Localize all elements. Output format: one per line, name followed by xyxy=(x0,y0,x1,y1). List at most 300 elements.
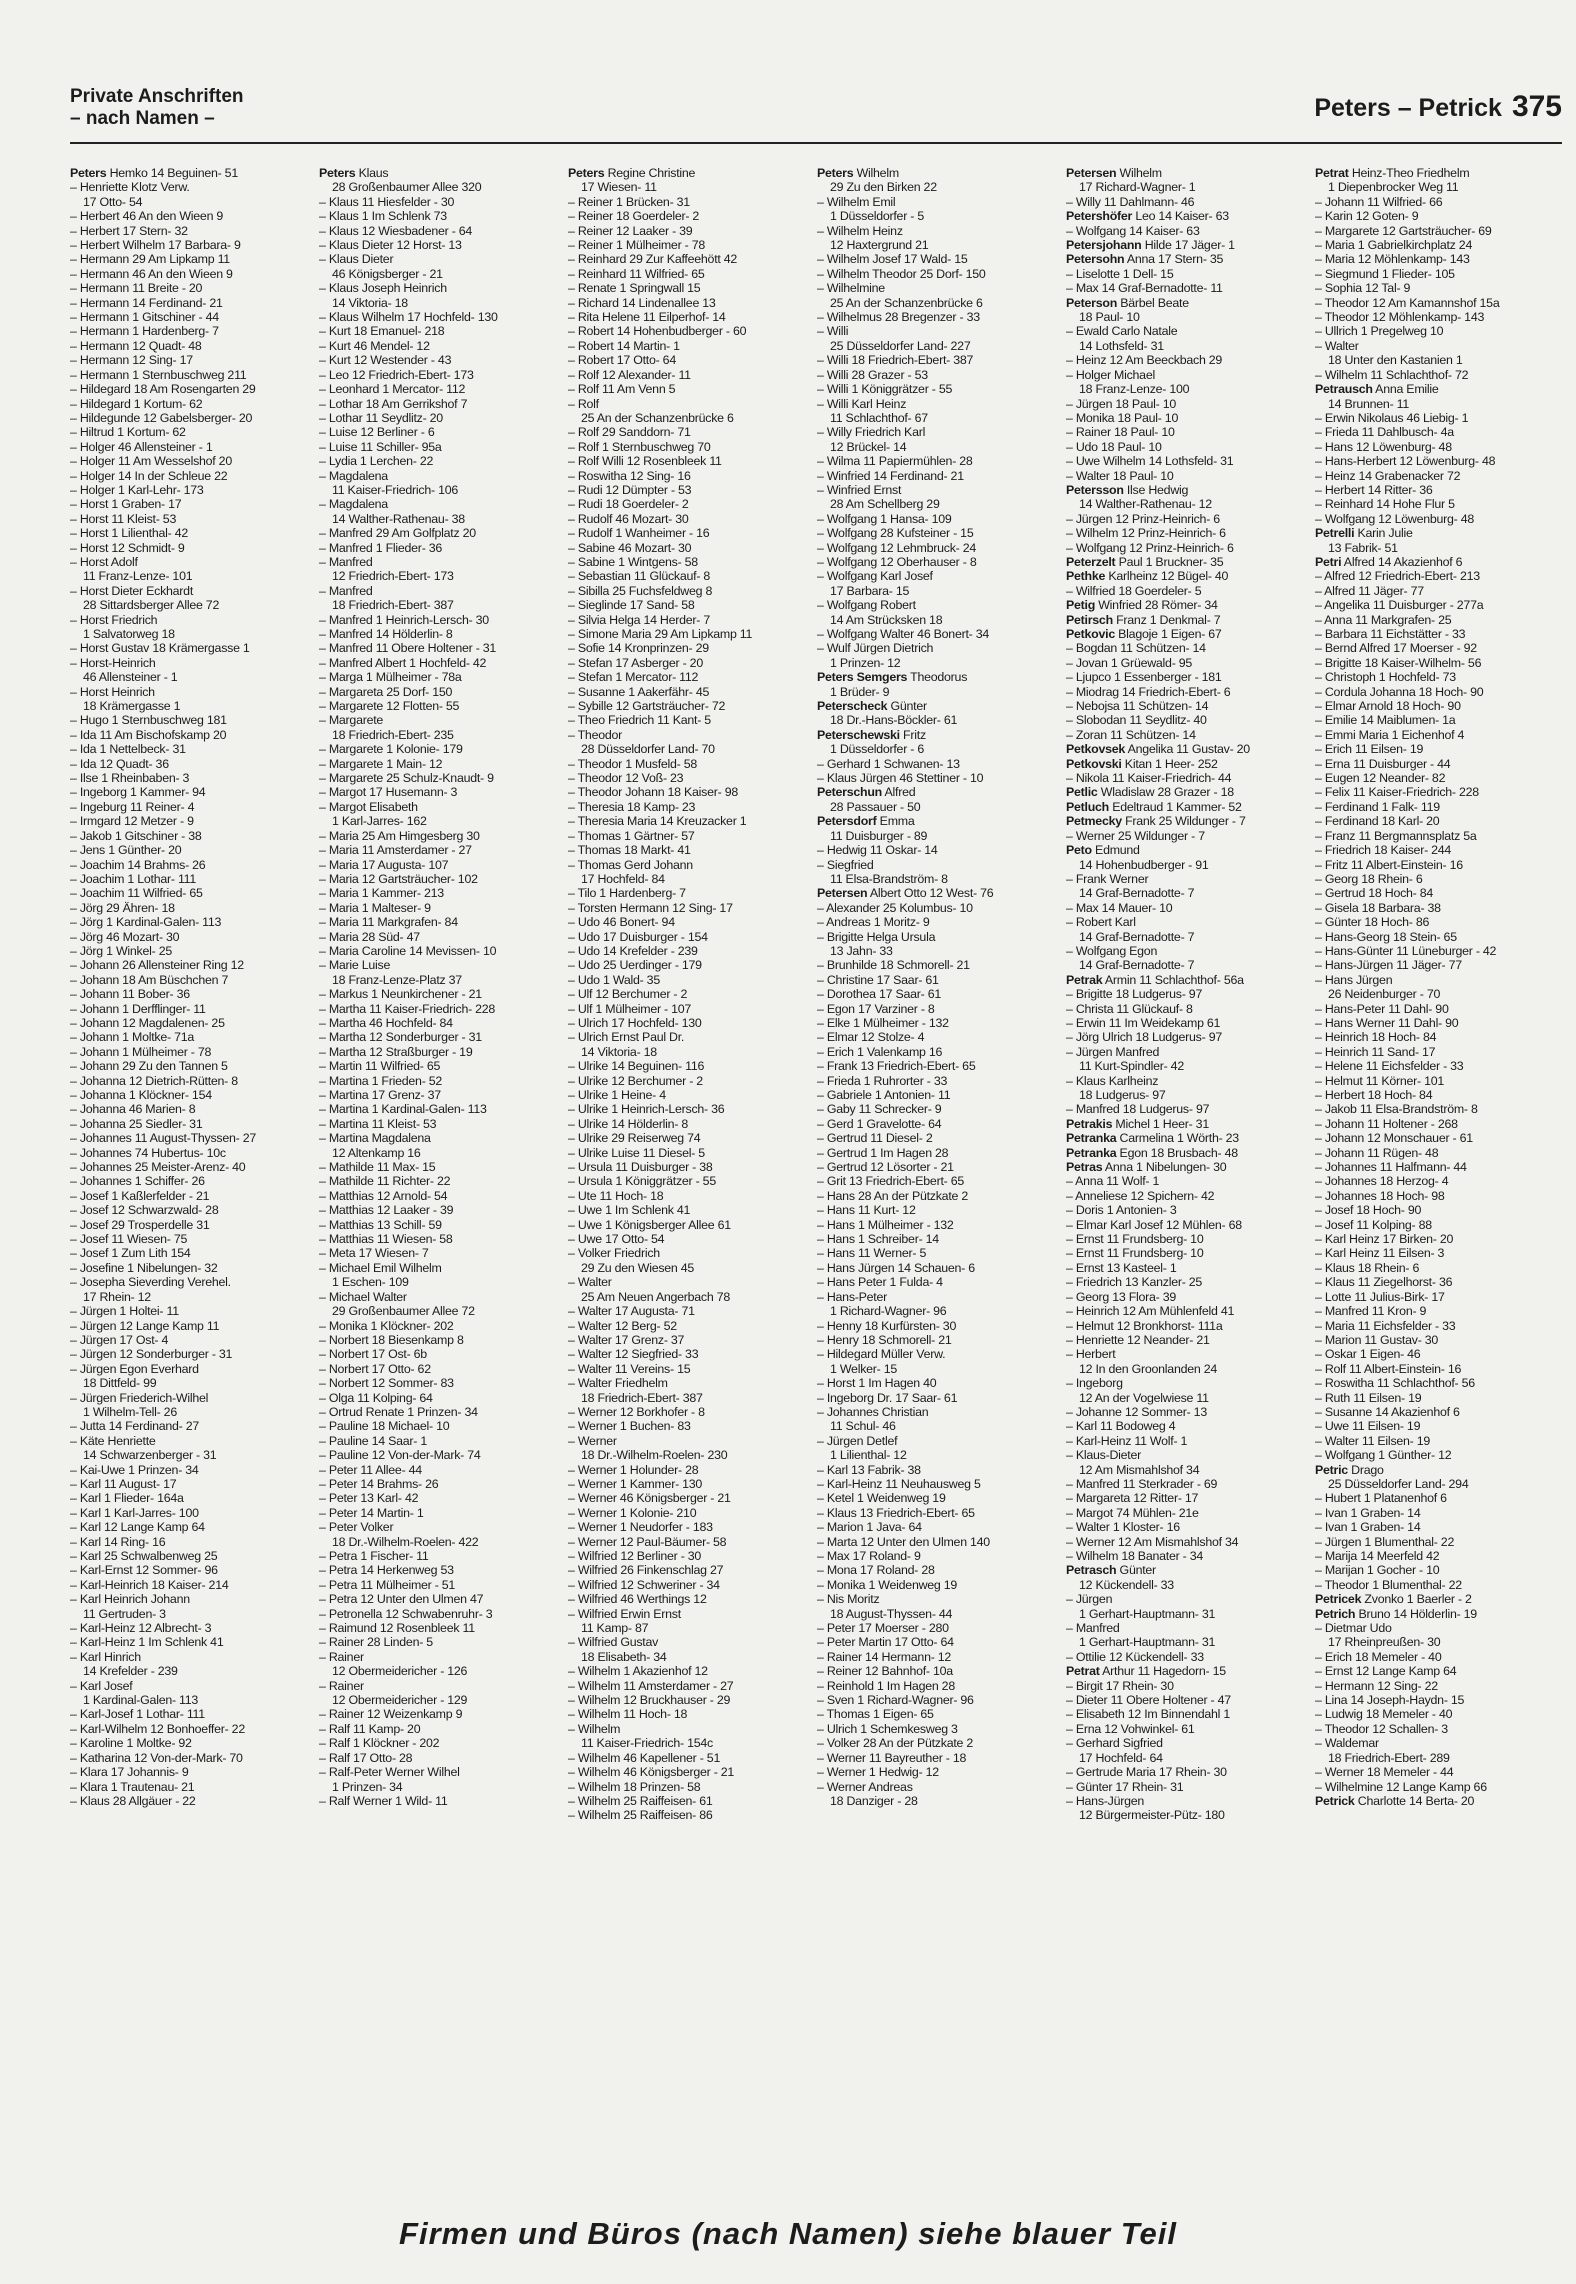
directory-entry: 11 Duisburger - 89 xyxy=(830,828,928,843)
directory-entry: 14 Walther-Rathenau- 38 xyxy=(332,511,465,526)
directory-entry: – Helmut 11 Körner- 101 xyxy=(1315,1073,1445,1088)
directory-entry: – Wilhelm 11 Schlachthof- 72 xyxy=(1315,367,1469,382)
directory-entry: Peterscheck Günter xyxy=(817,699,927,714)
directory-entry: – Theodor 12 Möhlenkamp- 143 xyxy=(1315,310,1485,325)
directory-entry: 18 Franz-Lenze-Platz 37 xyxy=(332,972,462,987)
directory-entry: – Johann 11 Rügen- 48 xyxy=(1315,1145,1439,1160)
directory-entry: – Herbert 17 Stern- 32 xyxy=(70,223,188,238)
directory-entry: – Torsten Hermann 12 Sing- 17 xyxy=(568,900,733,915)
directory-entry: – Horst 1 Im Hagen 40 xyxy=(817,1376,937,1391)
directory-entry: – Rudi 18 Goerdeler- 2 xyxy=(568,497,689,512)
directory-entry: – Walter 17 Augusta- 71 xyxy=(568,1304,695,1319)
directory-entry: 14 Schwarzenberger - 31 xyxy=(83,1448,217,1463)
directory-entry: – Ulf 12 Berchumer - 2 xyxy=(568,987,688,1002)
directory-entry: – Fritz 11 Albert-Einstein- 16 xyxy=(1315,857,1463,872)
directory-entry: – Hermann 46 An den Wieen 9 xyxy=(70,266,233,281)
directory-entry: – Margareta 12 Ritter- 17 xyxy=(1066,1491,1199,1506)
directory-entry: – Elmar Karl Josef 12 Mühlen- 68 xyxy=(1066,1217,1242,1232)
directory-entry: – Hermann 1 Hardenberg- 7 xyxy=(70,324,219,339)
directory-entry: – Josefine 1 Nibelungen- 32 xyxy=(70,1260,218,1275)
directory-entry: – Lydia 1 Lerchen- 22 xyxy=(319,454,434,469)
directory-entry: 17 Hochfeld- 64 xyxy=(1079,1750,1163,1765)
directory-entry: – Wilhelm 18 Banater - 34 xyxy=(1066,1549,1203,1563)
directory-entry: 11 Franz-Lenze- 101 xyxy=(83,569,193,584)
directory-entry: – Irmgard 12 Metzer - 9 xyxy=(70,814,194,829)
directory-entry: – Jürgen xyxy=(1066,1592,1113,1607)
directory-entry: – Jens 1 Günther- 20 xyxy=(70,843,182,858)
directory-entry: – Wilma 11 Papiermühlen- 28 xyxy=(817,454,973,469)
directory-entry: – Heinrich 12 Am Mühlenfeld 41 xyxy=(1066,1304,1235,1319)
directory-entry: – Hermann 14 Ferdinand- 21 xyxy=(70,295,223,310)
directory-entry: – Karl Heinz 17 Birken- 20 xyxy=(1315,1232,1454,1247)
directory-entry: – Ulrike 14 Hölderlin- 8 xyxy=(568,1116,689,1131)
directory-entry: – Martina 1 Kardinal-Galen- 113 xyxy=(319,1102,487,1117)
directory-entry: – Maria 11 Eichsfelder - 33 xyxy=(1315,1318,1456,1333)
directory-entry: – Margot 74 Mühlen- 21e xyxy=(1066,1505,1199,1520)
directory-entry: – Rolf Willi 12 Rosenbleek 11 xyxy=(568,454,722,469)
directory-entry: – Klaus Karlheinz xyxy=(1066,1073,1159,1088)
directory-entry: 11 Gertruden- 3 xyxy=(83,1606,166,1621)
directory-entry: – Herbert xyxy=(1066,1347,1116,1362)
directory-entry: Peterson Bärbel Beate xyxy=(1066,295,1189,310)
directory-entry: Petersohn Anna 17 Stern- 35 xyxy=(1066,252,1224,267)
directory-entry: Petersdorf Emma xyxy=(817,814,915,829)
directory-entry: – Reinhard 14 Hohe Flur 5 xyxy=(1315,497,1455,512)
directory-entry: – Dieter 11 Obere Holtener - 47 xyxy=(1066,1693,1231,1708)
directory-entry: 1 Wilhelm-Tell- 26 xyxy=(83,1404,177,1419)
directory-entry: – Klara 17 Johannis- 9 xyxy=(70,1765,189,1780)
directory-entry: – Wolfgang 12 Oberhauser - 8 xyxy=(817,554,977,569)
directory-entry: 14 Graf-Bernadotte- 7 xyxy=(1079,886,1195,901)
directory-entry: – Jörg 29 Ähren- 18 xyxy=(70,900,175,915)
directory-entry: Peters Regine Christine xyxy=(568,166,696,180)
directory-entry: – Johann 18 Am Büschchen 7 xyxy=(70,972,229,987)
directory-entry: – Sybille 12 Gartsträucher- 72 xyxy=(568,699,726,714)
directory-entry: – Johann 11 Holtener - 268 xyxy=(1315,1116,1458,1131)
directory-entry: – Oskar 1 Eigen- 46 xyxy=(1315,1347,1421,1362)
directory-entry: – Hans Werner 11 Dahl- 90 xyxy=(1315,1015,1459,1030)
directory-entry: – Kurt 18 Emanuel- 218 xyxy=(319,324,445,339)
directory-entry: – Wilfried 46 Werthings 12 xyxy=(568,1592,707,1607)
directory-entry: – Karl-Josef 1 Lothar- 111 xyxy=(70,1707,205,1722)
directory-entry: – Rolf 11 Am Venn 5 xyxy=(568,382,676,397)
directory-entry: – Matthias 13 Schill- 59 xyxy=(319,1217,442,1232)
directory-entry: – Wolfgang 12 Prinz-Heinrich- 6 xyxy=(1066,540,1234,555)
directory-entry: Petersen Albert Otto 12 West- 76 xyxy=(817,886,994,901)
directory-entry: – Simone Maria 29 Am Lipkamp 11 xyxy=(568,627,753,641)
directory-entry: 18 Paul- 10 xyxy=(1079,310,1140,325)
directory-entry: – Dorothea 17 Saar- 61 xyxy=(817,987,941,1002)
directory-entry: 28 Großenbaumer Allee 320 xyxy=(332,180,482,195)
directory-entry: – Kurt 12 Westender - 43 xyxy=(319,353,452,368)
directory-entry: Petrat Heinz-Theo Friedhelm xyxy=(1315,166,1470,180)
directory-entry: – Klaus 11 Hiesfelder - 30 xyxy=(319,194,455,209)
directory-entry: 25 Am Neuen Angerbach 78 xyxy=(581,1289,730,1304)
directory-entry: – Ulrike 1 Heinrich-Lersch- 36 xyxy=(568,1102,725,1117)
directory-entry: 1 Welker- 15 xyxy=(830,1361,898,1376)
directory-entry: – Johannes 18 Herzog- 4 xyxy=(1315,1174,1449,1189)
directory-entry: – Wilhelm Heinz xyxy=(817,223,903,238)
directory-entry: – Sibilla 25 Fuchsfeldweg 8 xyxy=(568,583,713,598)
directory-entry: 18 Friedrich-Ebert- 289 xyxy=(1328,1750,1450,1765)
directory-entry: – Reiner 1 Mülheimer - 78 xyxy=(568,238,705,253)
directory-entry: – Georg 13 Flora- 39 xyxy=(1066,1289,1177,1304)
directory-entry: 29 Zu den Wiesen 45 xyxy=(581,1260,695,1275)
directory-entry: – Karl 14 Ring- 16 xyxy=(70,1534,166,1549)
directory-entry: – Holger 11 Am Wesselshof 20 xyxy=(70,454,232,469)
directory-entry: – Wolfgang Egon xyxy=(1066,943,1158,958)
directory-entry: – Elmar Arnold 18 Hoch- 90 xyxy=(1315,699,1461,714)
directory-entry: – Rolf 29 Sanddorn- 71 xyxy=(568,425,691,440)
directory-entry: – Wilhelm 18 Prinzen- 58 xyxy=(568,1779,701,1794)
directory-entry: – Ingeborg xyxy=(1066,1376,1123,1391)
directory-entry: – Walter 17 Grenz- 37 xyxy=(568,1332,685,1347)
directory-entry: – Johannes 74 Hubertus- 10c xyxy=(70,1145,226,1160)
directory-entry: 18 Ludgerus- 97 xyxy=(1079,1088,1166,1102)
directory-entry: – Hermann 12 Sing- 22 xyxy=(1315,1678,1438,1693)
directory-entry: – Martina 11 Kleist- 53 xyxy=(319,1116,437,1131)
directory-entry: – Rainer xyxy=(319,1649,364,1664)
directory-entry: – Maria 25 Am Himgesberg 30 xyxy=(319,828,480,843)
directory-entry: – Ursula 11 Duisburger - 38 xyxy=(568,1160,713,1175)
directory-entry: – Hans-Peter 11 Dahl- 90 xyxy=(1315,1001,1449,1016)
directory-entry: – Thomas 1 Eigen- 65 xyxy=(817,1707,934,1722)
directory-entry: – Hermann 1 Sternbuschweg 211 xyxy=(70,367,247,382)
directory-entry: – Klaus 11 Ziegelhorst- 36 xyxy=(1315,1275,1453,1290)
directory-entry: Petkovic Blagoje 1 Eigen- 67 xyxy=(1066,627,1222,641)
directory-entry: – Willy 11 Dahlmann- 46 xyxy=(1066,194,1195,209)
directory-entry: Peters Semgers Theodorus xyxy=(817,670,968,685)
directory-entry: – Peter Martin 17 Otto- 64 xyxy=(817,1635,954,1650)
directory-entry: Petri Alfred 14 Akazienhof 6 xyxy=(1315,554,1463,569)
directory-entry: – Walter 18 Paul- 10 xyxy=(1066,468,1174,483)
directory-entry: 17 Rhein- 12 xyxy=(83,1289,151,1304)
directory-entry: – Karl 1 Karl-Jarres- 100 xyxy=(70,1505,199,1520)
directory-entry: – Johann 11 Wilfried- 66 xyxy=(1315,194,1443,209)
directory-entry: – Rolf xyxy=(568,396,599,411)
directory-entry: – Horst Friedrich xyxy=(70,612,158,627)
directory-entry: – Margarete 12 Gartsträucher- 69 xyxy=(1315,223,1492,238)
directory-entry: – Norbert 18 Biesenkamp 8 xyxy=(319,1332,464,1347)
directory-entry: – Willi Karl Heinz xyxy=(817,396,907,411)
directory-entry: – Karl-Wilhelm 12 Bonhoeffer- 22 xyxy=(70,1721,245,1736)
directory-entry: Petrich Bruno 14 Hölderlin- 19 xyxy=(1315,1606,1477,1621)
directory-entry: – Sieglinde 17 Sand- 58 xyxy=(568,598,695,613)
directory-entry: – Thomas Gerd Johann xyxy=(568,857,693,872)
directory-entry: – Walter 11 Eilsen- 19 xyxy=(1315,1433,1431,1448)
directory-entry: Peters Hemko 14 Beguinen- 51 xyxy=(70,166,238,180)
directory-entry: – Ljupco 1 Essenberger - 181 xyxy=(1066,670,1222,685)
directory-entry: – Marija 14 Meerfeld 42 xyxy=(1315,1549,1440,1563)
directory-entry: – Peter 17 Moerser - 280 xyxy=(817,1621,949,1636)
directory-entry: – Margarete 25 Schulz-Knaudt- 9 xyxy=(319,771,494,786)
directory-entry: – Volker 28 An der Pützkate 2 xyxy=(817,1736,973,1751)
directory-entry: – Margarete 1 Kolonie- 179 xyxy=(319,742,463,757)
directory-entry: – Hubert 1 Platanenhof 6 xyxy=(1315,1491,1447,1506)
directory-entry: – Ludwig 18 Memeler - 40 xyxy=(1315,1707,1453,1722)
directory-entry: – Stefan 17 Asberger - 20 xyxy=(568,655,703,670)
directory-entry: – Willi 18 Friedrich-Ebert- 387 xyxy=(817,353,974,368)
directory-entry: – Liselotte 1 Dell- 15 xyxy=(1066,266,1174,281)
directory-entry: 17 Richard-Wagner- 1 xyxy=(1079,180,1196,195)
directory-entry: – Michael Walter xyxy=(319,1289,407,1304)
directory-entry: – Ingeburg 11 Reiner- 4 xyxy=(70,799,195,814)
directory-entry: – Klaus Wilhelm 17 Hochfeld- 130 xyxy=(319,310,498,325)
directory-entry: – Marie Luise xyxy=(319,958,391,973)
directory-entry: Peters Wilhelm xyxy=(817,166,899,180)
directory-entry: Petersjohann Hilde 17 Jäger- 1 xyxy=(1066,238,1235,253)
directory-entry: – Reiner 1 Brücken- 31 xyxy=(568,194,690,209)
directory-entry: – Pauline 12 Von-der-Mark- 74 xyxy=(319,1448,481,1463)
directory-entry: – Erich 18 Memeler - 40 xyxy=(1315,1649,1442,1664)
directory-entry: – Max 17 Roland- 9 xyxy=(817,1549,921,1563)
directory-column-6 xyxy=(1315,166,1555,2206)
directory-entry: 12 Kückendell- 33 xyxy=(1079,1577,1174,1592)
directory-entry: – Uwe 11 Eilsen- 19 xyxy=(1315,1419,1421,1434)
directory-entry: 1 Düsseldorfer - 5 xyxy=(830,209,924,224)
directory-entry: – Wolfgang 28 Kufsteiner - 15 xyxy=(817,526,974,541)
directory-entry: – Johanna 46 Marien- 8 xyxy=(70,1102,196,1117)
directory-entry: – Johanna 25 Siedler- 31 xyxy=(70,1116,203,1131)
directory-entry: – Josef 29 Trosperdelle 31 xyxy=(70,1217,210,1232)
directory-column-3 xyxy=(568,166,808,2206)
directory-entry: – Ketel 1 Weidenweg 19 xyxy=(817,1491,946,1506)
directory-entry: – Walter 12 Berg- 52 xyxy=(568,1318,677,1333)
directory-column-4 xyxy=(817,166,1057,2206)
directory-entry: – Reiner 12 Bahnhof- 10a xyxy=(817,1664,953,1679)
directory-entry: – Rainer 18 Paul- 10 xyxy=(1066,425,1175,440)
directory-entry: 12 In den Groonlanden 24 xyxy=(1079,1361,1217,1376)
directory-entry: – Helmut 12 Bronkhorst- 111a xyxy=(1066,1318,1223,1333)
directory-entry: – Wolfgang 12 Löwenburg- 48 xyxy=(1315,511,1475,526)
directory-entry: – Karl 13 Fabrik- 38 xyxy=(817,1462,921,1477)
directory-entry: – Lina 14 Joseph-Haydn- 15 xyxy=(1315,1693,1465,1708)
directory-entry: – Thomas 18 Markt- 41 xyxy=(568,843,691,858)
directory-columns xyxy=(70,166,1562,2206)
directory-entry: – Petronella 12 Schwabenruhr- 3 xyxy=(319,1606,493,1621)
directory-entry: – Magdalena xyxy=(319,468,388,483)
directory-entry: – Martin 11 Wilfried- 65 xyxy=(319,1059,441,1074)
directory-entry: – Klaus 13 Friedrich-Ebert- 65 xyxy=(817,1505,975,1520)
directory-entry: 29 Großenbaumer Allee 72 xyxy=(332,1304,475,1319)
directory-entry: 14 Graf-Bernadotte- 7 xyxy=(1079,929,1195,944)
directory-entry: – Norbert 17 Otto- 62 xyxy=(319,1361,431,1376)
directory-entry: – Hiltrud 1 Kortum- 62 xyxy=(70,425,186,440)
directory-entry: – Ewald Carlo Natale xyxy=(1066,324,1178,339)
directory-entry: – Lothar 11 Seydlitz- 20 xyxy=(319,410,443,425)
directory-entry: – Werner 1 Buchen- 83 xyxy=(568,1419,691,1434)
directory-entry: – Peter 14 Martin- 1 xyxy=(319,1505,424,1520)
directory-entry: – Luise 11 Schiller- 95a xyxy=(319,439,442,454)
directory-entry: – Udo 1 Wald- 35 xyxy=(568,972,660,987)
directory-entry: – Rolf 11 Albert-Einstein- 16 xyxy=(1315,1361,1462,1376)
directory-entry: – Brigitte 18 Ludgerus- 97 xyxy=(1066,987,1203,1002)
directory-entry: 17 Hochfeld- 84 xyxy=(581,871,665,886)
directory-entry: – Maria 1 Malteser- 9 xyxy=(319,900,431,915)
directory-entry: – Wilhelm Emil xyxy=(817,194,896,209)
directory-entry: 12 Obermeidericher - 126 xyxy=(332,1664,468,1679)
directory-entry: – Barbara 11 Eichstätter - 33 xyxy=(1315,627,1466,641)
directory-entry: – Wolfgang Karl Josef xyxy=(817,569,933,584)
directory-entry: – Gerhard Sigfried xyxy=(1066,1736,1163,1751)
directory-entry: – Werner 25 Wildunger - 7 xyxy=(1066,828,1205,843)
directory-entry: – Horst 11 Kleist- 53 xyxy=(70,511,177,526)
directory-entry: – Jörg 46 Mozart- 30 xyxy=(70,929,180,944)
directory-entry: – Klara 1 Trautenau- 21 xyxy=(70,1779,195,1794)
directory-entry: Petershöfer Leo 14 Kaiser- 63 xyxy=(1066,209,1229,224)
directory-column-1 xyxy=(70,166,310,2206)
directory-entry: Petrelli Karin Julie xyxy=(1315,526,1413,541)
directory-entry: – Reiner 18 Goerdeler- 2 xyxy=(568,209,700,224)
directory-entry: – Wilhelm 46 Kapellener - 51 xyxy=(568,1750,721,1765)
directory-entry: – Kai-Uwe 1 Prinzen- 34 xyxy=(70,1462,199,1477)
directory-entry: – Maria 17 Augusta- 107 xyxy=(319,857,449,872)
directory-entry: – Emmi Maria 1 Eichenhof 4 xyxy=(1315,727,1465,742)
directory-entry: – Elke 1 Mülheimer - 132 xyxy=(817,1015,949,1030)
directory-entry: – Petra 12 Unter den Ulmen 47 xyxy=(319,1592,484,1607)
directory-entry: – Peter 11 Allee- 44 xyxy=(319,1462,422,1477)
directory-entry: – Hans Jürgen xyxy=(1315,972,1393,987)
directory-entry: – Hans-Georg 18 Stein- 65 xyxy=(1315,929,1457,944)
directory-entry: – Theodor 12 Am Kamannshof 15a xyxy=(1315,295,1500,310)
directory-entry: – Uwe Wilhelm 14 Lothsfeld- 31 xyxy=(1066,454,1234,469)
directory-entry: – Walter 12 Siegfried- 33 xyxy=(568,1347,699,1362)
directory-entry: – Werner 1 Holunder- 28 xyxy=(568,1462,699,1477)
directory-entry: – Ulrich 17 Hochfeld- 130 xyxy=(568,1015,702,1030)
directory-entry: – Angelika 11 Duisburger - 277a xyxy=(1315,598,1484,613)
directory-entry: – Heinrich 18 Hoch- 84 xyxy=(1315,1030,1437,1045)
directory-entry: – Margarete xyxy=(319,713,384,728)
directory-entry: – Wilhelm 25 Raiffeisen- 86 xyxy=(568,1808,713,1823)
directory-entry: – Walter 11 Vereins- 15 xyxy=(568,1361,691,1376)
directory-entry: – Manfred xyxy=(319,554,373,569)
directory-entry: Petras Anna 1 Nibelungen- 30 xyxy=(1066,1160,1227,1175)
directory-entry: 12 Friedrich-Ebert- 173 xyxy=(332,569,454,584)
directory-entry: – Karl-Heinz 1 Im Schlenk 41 xyxy=(70,1635,224,1650)
directory-entry: – Johannes 18 Hoch- 98 xyxy=(1315,1188,1445,1203)
directory-entry: – Walter 1 Kloster- 16 xyxy=(1066,1520,1180,1535)
directory-entry: – Ulrike Luise 11 Diesel- 5 xyxy=(568,1145,705,1160)
directory-entry: 17 Rheinpreußen- 30 xyxy=(1328,1635,1441,1650)
page-number: 375 xyxy=(1511,90,1562,123)
directory-entry: Petmecky Frank 25 Wildunger - 7 xyxy=(1066,814,1246,829)
directory-entry: – Petra 11 Mülheimer - 51 xyxy=(319,1577,456,1592)
directory-entry: 18 Dittfeld- 99 xyxy=(83,1376,157,1391)
directory-entry: – Ilse 1 Rheinbaben- 3 xyxy=(70,771,190,786)
directory-entry: – Wolfgang 1 Günther- 12 xyxy=(1315,1448,1452,1463)
directory-entry: – Joachim 1 Lothar- 111 xyxy=(70,871,197,886)
directory-entry: – Johanne 12 Sommer- 13 xyxy=(1066,1404,1207,1419)
directory-entry: – Thomas 1 Gärtner- 57 xyxy=(568,828,695,843)
directory-entry: – Udo 46 Bonert- 94 xyxy=(568,915,675,930)
directory-entry: – Ulrike 12 Berchumer - 2 xyxy=(568,1073,703,1088)
directory-entry: – Willi 1 Königgrätzer - 55 xyxy=(817,382,953,397)
directory-entry: Petranka Egon 18 Brusbach- 48 xyxy=(1066,1145,1238,1160)
directory-entry: – Elisabeth 12 Im Binnendahl 1 xyxy=(1066,1707,1231,1722)
directory-entry: – Wolfgang Robert xyxy=(817,598,916,613)
footer-note: Firmen und Büros (nach Namen) siehe blauer Teil xyxy=(399,2216,1177,2251)
directory-entry: 18 Dr.-Wilhelm-Roelen- 422 xyxy=(332,1534,479,1549)
directory-entry: – Egon 17 Varziner - 8 xyxy=(817,1001,935,1016)
directory-entry: – Gertrud 18 Hoch- 84 xyxy=(1315,886,1434,901)
directory-entry: Petric Drago xyxy=(1315,1462,1384,1477)
directory-entry: – Peter Volker xyxy=(319,1520,394,1535)
directory-entry: – Ralf 11 Kamp- 20 xyxy=(319,1721,421,1736)
directory-entry: – Volker Friedrich xyxy=(568,1246,660,1261)
directory-entry: – Margot 17 Husemann- 3 xyxy=(319,785,458,800)
directory-entry: Petersen Wilhelm xyxy=(1066,166,1162,180)
directory-entry: 12 Bürgermeister-Pütz- 180 xyxy=(1079,1808,1225,1823)
directory-entry: 14 Viktoria- 18 xyxy=(581,1044,657,1059)
directory-entry: – Wilhelm 12 Bruckhauser - 29 xyxy=(568,1693,731,1708)
directory-entry: – Josef 1 Zum Lith 154 xyxy=(70,1246,191,1261)
directory-entry: – Martha 11 Kaiser-Friedrich- 228 xyxy=(319,1001,496,1016)
directory-entry: – Wilhelm 25 Raiffeisen- 61 xyxy=(568,1793,713,1808)
directory-entry: – Theresia Maria 14 Kreuzacker 1 xyxy=(568,814,747,829)
directory-entry: – Ivan 1 Graben- 14 xyxy=(1315,1520,1421,1535)
directory-entry: – Walter xyxy=(1315,338,1359,353)
directory-entry: – Reinhard 29 Zur Kaffeehött 42 xyxy=(568,252,738,267)
directory-entry: – Nis Moritz xyxy=(817,1592,880,1607)
directory-entry: 14 Graf-Bernadotte- 7 xyxy=(1079,958,1195,973)
directory-entry: – Wilhelm 12 Prinz-Heinrich- 6 xyxy=(1066,526,1226,541)
directory-entry: – Raimund 12 Rosenbleek 11 xyxy=(319,1621,475,1636)
directory-entry: 18 Dr.-Hans-Böckler- 61 xyxy=(830,713,958,728)
directory-entry: – Werner Andreas xyxy=(817,1779,913,1794)
directory-entry: – Jakob 1 Gitschiner - 38 xyxy=(70,828,202,843)
directory-entry: – Martina Magdalena xyxy=(319,1131,431,1146)
directory-entry: – Erich 1 Valenkamp 16 xyxy=(817,1044,943,1059)
directory-entry: – Herbert 18 Hoch- 84 xyxy=(1315,1088,1433,1102)
directory-entry: – Ralf-Peter Werner Wilhel xyxy=(319,1765,460,1780)
directory-entry: – Norbert 17 Ost- 6b xyxy=(319,1347,427,1362)
directory-entry: – Marion 1 Java- 64 xyxy=(817,1520,922,1535)
directory-entry: – Roswitha 11 Schlachthof- 56 xyxy=(1315,1376,1475,1391)
directory-entry: – Elmar 12 Stolze- 4 xyxy=(817,1030,925,1045)
directory-entry: – Theo Friedrich 11 Kant- 5 xyxy=(568,713,711,728)
directory-entry: – Reiner 12 Laaker - 39 xyxy=(568,223,693,238)
directory-entry: 28 Düsseldorfer Land- 70 xyxy=(581,742,715,757)
directory-entry: – Martina 17 Grenz- 37 xyxy=(319,1088,441,1102)
directory-entry: – Klaus 12 Wiesbadener - 64 xyxy=(319,223,473,238)
directory-entry: – Max 14 Mauer- 10 xyxy=(1066,900,1173,915)
directory-entry: – Karl 11 August- 17 xyxy=(70,1476,177,1491)
directory-entry: 25 An der Schanzenbrücke 6 xyxy=(581,410,734,425)
directory-entry: – Hans Jürgen 14 Schauen- 6 xyxy=(817,1260,975,1275)
directory-entry: 1 Richard-Wagner- 96 xyxy=(830,1304,947,1319)
directory-entry: – Johannes 11 Halfmann- 44 xyxy=(1315,1160,1467,1175)
directory-entry: Peterzelt Paul 1 Bruckner- 35 xyxy=(1066,554,1224,569)
directory-entry: – Olga 11 Kolping- 64 xyxy=(319,1390,433,1405)
directory-entry: – Sofie 14 Kronprinzen- 29 xyxy=(568,641,709,656)
directory-entry: – Frieda 11 Dahlbusch- 4a xyxy=(1315,425,1454,440)
directory-entry: – Josef 11 Kolping- 88 xyxy=(1315,1217,1432,1232)
directory-entry: – Klaus 18 Rhein- 6 xyxy=(1315,1260,1420,1275)
directory-entry: – Hedwig 11 Oskar- 14 xyxy=(817,843,938,858)
directory-entry: – Manfred 11 Kron- 9 xyxy=(1315,1304,1427,1319)
directory-entry: – Johann 29 Zu den Tannen 5 xyxy=(70,1059,228,1074)
directory-entry: – Hermann 1 Gitschiner - 44 xyxy=(70,310,219,325)
directory-entry: – Peter 14 Brahms- 26 xyxy=(319,1476,439,1491)
directory-entry: – Monika 18 Paul- 10 xyxy=(1066,410,1179,425)
directory-entry: – Theodor xyxy=(568,727,623,742)
directory-entry: – Werner 12 Paul-Bäumer- 58 xyxy=(568,1534,727,1549)
directory-entry: – Rudi 12 Dümpter - 53 xyxy=(568,482,692,497)
directory-entry: – Gertrude Maria 17 Rhein- 30 xyxy=(1066,1765,1227,1780)
directory-entry: – Werner xyxy=(568,1433,617,1448)
directory-entry: – Emilie 14 Maiblumen- 1a xyxy=(1315,713,1456,728)
directory-entry: – Johannes 25 Meister-Arenz- 40 xyxy=(70,1160,246,1175)
